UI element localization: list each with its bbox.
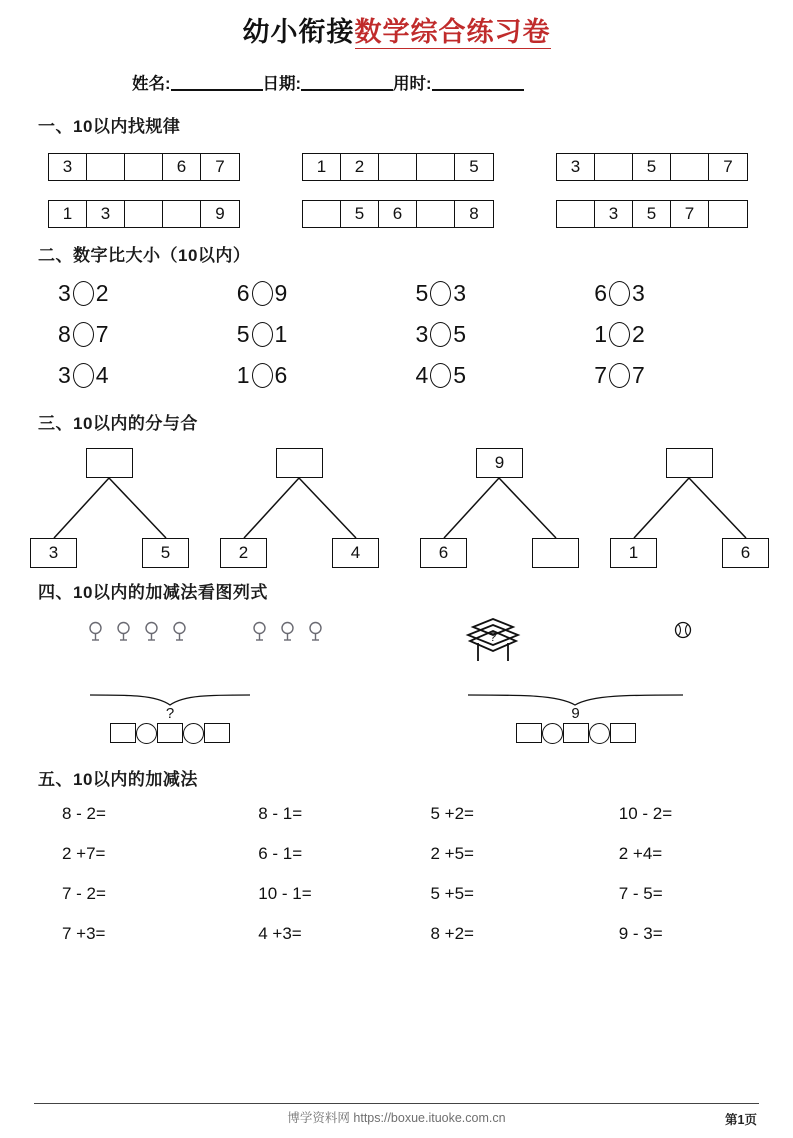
- compare-left: 3: [58, 361, 71, 388]
- pattern-cell[interactable]: [303, 201, 341, 227]
- page-number: 第1页: [725, 1113, 757, 1127]
- lollipop-icon: [280, 621, 295, 641]
- compare-item: [58, 358, 237, 393]
- compare-left: 3: [58, 279, 71, 306]
- number-bond-tree: [420, 448, 580, 573]
- compare-circle[interactable]: [73, 281, 94, 306]
- compare-item: [416, 358, 595, 393]
- pattern-cell[interactable]: 2: [341, 154, 379, 180]
- compare-grid: [0, 276, 793, 393]
- compare-item: [416, 276, 595, 311]
- equation-operator-circle[interactable]: [542, 723, 563, 744]
- equation-box[interactable]: [157, 723, 183, 743]
- compare-circle[interactable]: [430, 322, 451, 347]
- lollipop-group-a: [88, 621, 187, 641]
- pattern-strip: [48, 153, 240, 181]
- bond-top-box[interactable]: [666, 448, 713, 478]
- arithmetic-problem[interactable]: 2 +7=: [62, 843, 106, 863]
- compare-circle[interactable]: [609, 363, 630, 388]
- bond-left-box[interactable]: 3: [30, 538, 77, 568]
- pattern-strip: [302, 200, 494, 228]
- compare-right: 3: [632, 279, 645, 306]
- section-5-heading: 五、10以内的加减法: [38, 769, 198, 789]
- pattern-cell[interactable]: 8: [469, 203, 479, 223]
- compare-circle[interactable]: [430, 363, 451, 388]
- pattern-strip: [48, 200, 240, 228]
- equation-operator-circle[interactable]: [136, 723, 157, 744]
- lollipop-icon: [144, 621, 159, 641]
- name-input-blank[interactable]: [171, 75, 263, 91]
- equation-box[interactable]: [610, 723, 636, 743]
- bond-right-box[interactable]: 5: [142, 538, 189, 568]
- compare-item: [237, 276, 416, 311]
- date-input-blank[interactable]: [301, 75, 393, 91]
- pattern-strip: [556, 200, 748, 228]
- compare-left: 5: [236, 320, 250, 347]
- lollipop-icon: [88, 621, 103, 641]
- compare-right: 5: [453, 320, 467, 347]
- pattern-cell[interactable]: 5: [633, 154, 671, 180]
- pattern-cell[interactable]: 5: [469, 156, 479, 176]
- page-title-black: 幼小衔接: [242, 17, 355, 47]
- equation-box[interactable]: [516, 723, 542, 743]
- compare-left: 6: [594, 279, 608, 306]
- arithmetic-problem[interactable]: 9 - 3=: [618, 923, 663, 943]
- bond-top-box[interactable]: [86, 448, 133, 478]
- pattern-cell[interactable]: [671, 154, 709, 180]
- pattern-cell[interactable]: [87, 154, 125, 180]
- arithmetic-problem[interactable]: 7 - 2=: [62, 883, 106, 903]
- compare-circle[interactable]: [430, 281, 451, 306]
- pattern-cell[interactable]: [709, 201, 747, 227]
- pattern-cell[interactable]: [379, 154, 417, 180]
- section-4-heading: 四、10以内的加减法看图列式: [38, 582, 268, 602]
- pattern-cell[interactable]: 1: [303, 154, 341, 180]
- pattern-strip: [556, 153, 748, 181]
- svg-text:?: ?: [489, 629, 497, 644]
- lollipop-icon: [252, 621, 267, 641]
- compare-item: [594, 358, 773, 393]
- compare-item: [594, 276, 773, 311]
- bond-right-box[interactable]: 4: [332, 538, 379, 568]
- pattern-cell[interactable]: [595, 154, 633, 180]
- pattern-cell[interactable]: 9: [215, 203, 225, 223]
- section-1-heading: 一、10以内找规律: [38, 116, 181, 136]
- compare-item: [58, 317, 237, 352]
- number-bond-tree: [220, 448, 380, 573]
- arithmetic-problem[interactable]: 8 - 1=: [258, 803, 303, 823]
- pattern-cell[interactable]: [163, 201, 201, 227]
- baseball-icon: [674, 621, 692, 644]
- compare-right: 6: [274, 361, 288, 388]
- lollipop-icon: [308, 621, 323, 641]
- pattern-cell[interactable]: 3: [87, 201, 125, 227]
- bond-left-box[interactable]: 2: [220, 538, 267, 568]
- bond-left-box[interactable]: 6: [420, 538, 467, 568]
- lollipop-group-b: [252, 621, 323, 641]
- compare-item: [594, 317, 773, 352]
- compare-circle[interactable]: [609, 322, 630, 347]
- pattern-cell[interactable]: 3: [49, 154, 87, 180]
- picture-equations: [0, 615, 793, 765]
- compare-circle[interactable]: [73, 322, 94, 347]
- student-info-row: [0, 70, 793, 94]
- pattern-cell[interactable]: 3: [595, 201, 633, 227]
- pattern-cell[interactable]: 7: [671, 201, 709, 227]
- lollipop-icon: [172, 621, 187, 641]
- pattern-cell[interactable]: 6: [163, 154, 201, 180]
- arithmetic-problem[interactable]: 7 +3=: [62, 923, 106, 943]
- arithmetic-problem[interactable]: 2 +4=: [618, 843, 663, 863]
- equation-shapes: [90, 723, 250, 744]
- bond-top-box[interactable]: [276, 448, 323, 478]
- time-input-blank[interactable]: [432, 75, 524, 91]
- pattern-strips: [0, 153, 793, 241]
- bond-left-box[interactable]: 1: [610, 538, 657, 568]
- arithmetic-problem[interactable]: 5 +2=: [430, 803, 474, 823]
- pattern-cell[interactable]: 5: [341, 201, 379, 227]
- compare-item: [416, 317, 595, 352]
- lollipop-icon: [116, 621, 131, 641]
- arithmetic-problem[interactable]: 10 - 2=: [618, 803, 673, 823]
- compare-right: 3: [453, 279, 467, 306]
- compare-left: 5: [415, 279, 429, 306]
- pattern-cell[interactable]: [417, 154, 455, 180]
- brace-label: 9: [571, 704, 580, 722]
- number-bond-tree: [610, 448, 770, 573]
- footer-source-text: 博学资料网 https://boxue.ituoke.com.cn: [287, 1111, 506, 1125]
- pattern-cell[interactable]: 6: [379, 201, 417, 227]
- compare-left: 1: [236, 361, 250, 388]
- arithmetic-problem[interactable]: 4 +3=: [258, 923, 302, 943]
- compare-circle[interactable]: [252, 281, 273, 306]
- compare-right: 7: [95, 320, 109, 347]
- pattern-cell[interactable]: 1: [49, 201, 87, 227]
- equation-shapes: [468, 723, 683, 744]
- compare-left: 1: [594, 320, 608, 347]
- compare-left: 3: [415, 320, 429, 347]
- pattern-cell[interactable]: 7: [215, 156, 225, 176]
- page-title: [0, 16, 793, 50]
- bond-right-box[interactable]: [532, 538, 579, 568]
- bond-top-box[interactable]: 9: [476, 448, 523, 478]
- equation-box[interactable]: [204, 723, 230, 743]
- arithmetic-problem[interactable]: 6 - 1=: [258, 843, 303, 863]
- time-label: 用时:: [393, 74, 432, 93]
- pattern-cell[interactable]: 7: [723, 156, 733, 176]
- equation-operator-circle[interactable]: [589, 723, 610, 744]
- pattern-cell[interactable]: [125, 154, 163, 180]
- arithmetic-problem[interactable]: 5 +5=: [430, 883, 474, 903]
- picture-equation-b: [468, 693, 683, 744]
- footer-divider: [34, 1103, 759, 1104]
- number-bond-tree: [30, 448, 190, 573]
- compare-right: 1: [274, 320, 288, 347]
- arithmetic-problem[interactable]: 8 +2=: [430, 923, 474, 943]
- compare-left: 4: [415, 361, 429, 388]
- pattern-cell[interactable]: [557, 201, 595, 227]
- compare-right: 5: [453, 361, 467, 388]
- compare-right: 2: [632, 320, 645, 347]
- arithmetic-problem[interactable]: 2 +5=: [430, 843, 474, 863]
- compare-circle[interactable]: [252, 322, 273, 347]
- compare-left: 7: [594, 361, 608, 388]
- compare-right: 2: [95, 279, 109, 306]
- compare-left: 6: [236, 279, 250, 306]
- arithmetic-problem[interactable]: 8 - 2=: [62, 803, 106, 823]
- page-title-red: 数学综合练习卷: [354, 17, 551, 47]
- pattern-cell[interactable]: 3: [557, 154, 595, 180]
- compare-item: [237, 317, 416, 352]
- date-label: 日期:: [262, 74, 301, 93]
- compare-left: 8: [58, 320, 71, 347]
- arithmetic-problem[interactable]: 7 - 5=: [618, 883, 663, 903]
- compare-right: 7: [632, 361, 645, 388]
- equation-box[interactable]: [110, 723, 136, 743]
- compare-item: [237, 358, 416, 393]
- arithmetic-grid: [0, 802, 793, 946]
- bond-right-box[interactable]: 6: [722, 538, 769, 568]
- compare-right: 9: [274, 279, 288, 306]
- section-3-heading: 三、10以内的分与合: [38, 413, 198, 433]
- mystery-box-icon: [458, 617, 528, 670]
- compare-circle[interactable]: [609, 281, 630, 306]
- name-label: 姓名:: [132, 74, 171, 93]
- page-footer: [0, 1103, 793, 1126]
- compare-item: [58, 276, 237, 311]
- compare-circle[interactable]: [252, 363, 273, 388]
- number-bond-trees: [0, 448, 793, 578]
- picture-equation-a: [90, 693, 250, 744]
- equation-box[interactable]: [563, 723, 589, 743]
- pattern-cell[interactable]: [125, 201, 163, 227]
- compare-circle[interactable]: [73, 363, 94, 388]
- pattern-strip: [302, 153, 494, 181]
- pattern-cell[interactable]: [417, 201, 455, 227]
- pattern-cell[interactable]: 5: [633, 201, 671, 227]
- compare-right: 4: [95, 361, 109, 388]
- equation-operator-circle[interactable]: [183, 723, 204, 744]
- arithmetic-problem[interactable]: 10 - 1=: [258, 883, 312, 903]
- section-2-heading: 二、数字比大小（10以内）: [38, 245, 251, 265]
- brace-label: ?: [165, 704, 175, 722]
